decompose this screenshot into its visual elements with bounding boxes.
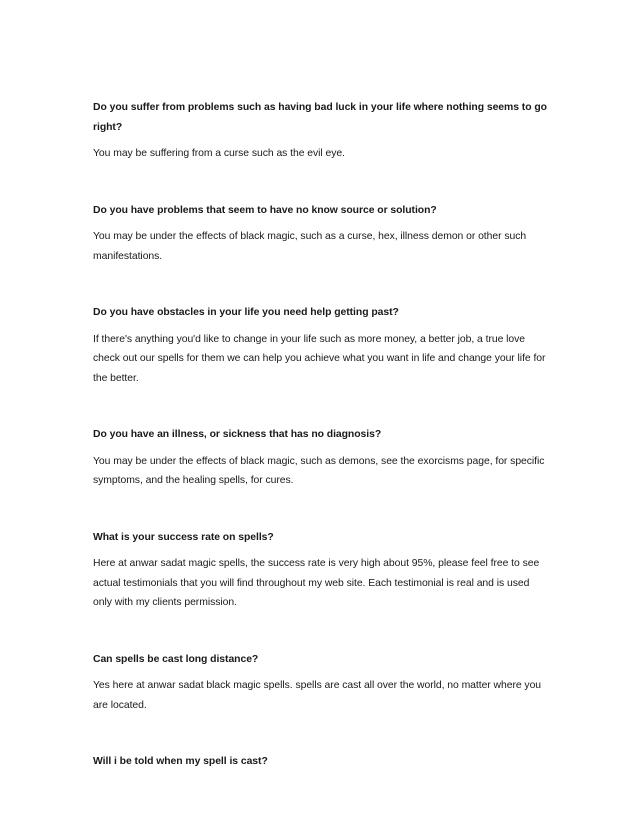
qa-item (93, 528, 549, 613)
qa-item (93, 98, 549, 164)
question-heading: Do you have an illness, or sickness that has no diagnosis? (93, 429, 382, 440)
answer-text: You may be under the effects of black magic, such as demons, see the exorcisms page, for specific symptoms, and the healing spells, for cures. (93, 455, 545, 486)
answer-text: Here at anwar sadat magic spells, the success rate is very high about 95%, please feel free to see actual testimonials that you will find throughout my web site. Each testimonial is real and is used only with my clients permission. (93, 558, 540, 608)
qa-item (93, 201, 549, 267)
question-heading: Will i be told when my spell is cast? (93, 756, 268, 767)
answer-text: If there's anything you'd like to change in your life such as more money, a better job, a true love check out our spells for them we can help you achieve what you want in life and change your life for the better. (93, 333, 546, 384)
qa-item (93, 425, 549, 491)
answer-text: You may be suffering from a curse such as the evil eye. (93, 148, 345, 159)
question-heading: Do you suffer from problems such as having bad luck in your life where nothing seems to go right? (93, 102, 547, 133)
question-heading: Can spells be cast long distance? (93, 653, 259, 665)
answer-text: Yes here at anwar sadat black magic spells. spells are cast all over the world, no matter where you are located. (93, 680, 542, 711)
qa-item (93, 303, 549, 388)
qa-item (93, 752, 549, 772)
qa-item (93, 650, 549, 716)
question-heading: What is your success rate on spells? (93, 531, 274, 543)
document-body (93, 98, 549, 809)
question-heading: Do you have obstacles in your life you need help getting past? (93, 307, 399, 318)
question-heading: Do you have problems that seem to have no know source or solution? (93, 204, 437, 216)
answer-text: You may be under the effects of black magic, such as a curse, hex, illness demon or other such manifestations. (93, 231, 527, 262)
